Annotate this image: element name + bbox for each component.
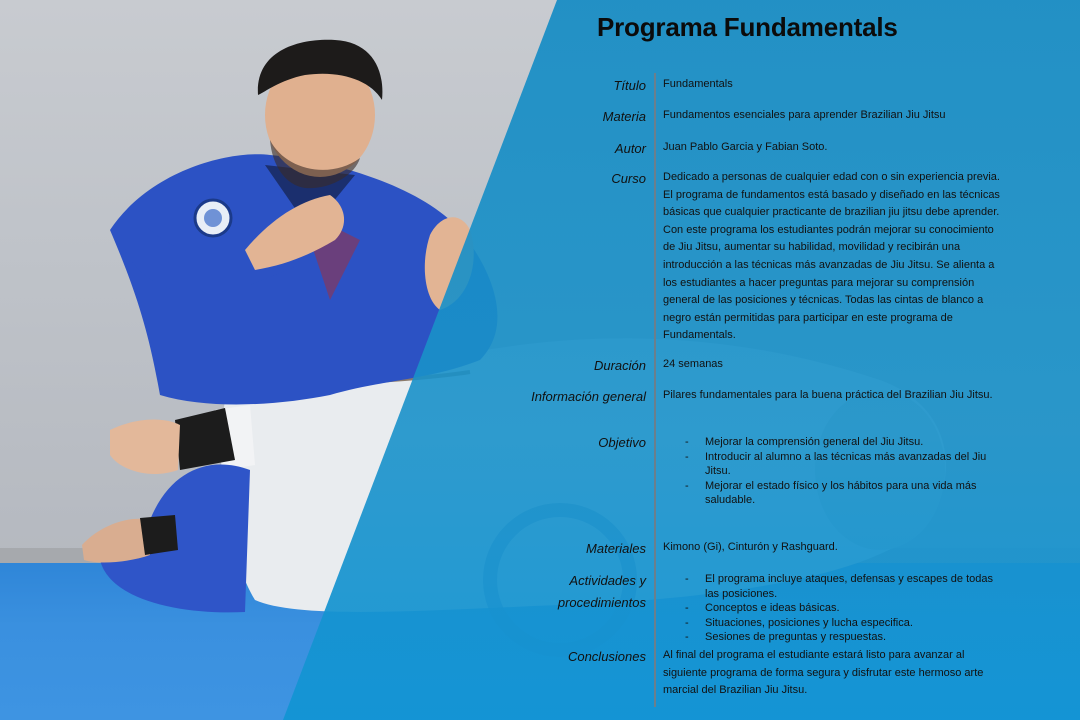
field-label: Conclusiones (567, 649, 646, 664)
list-item: - Mejorar el estado físico y los hábitos para una vida más saludable. (685, 479, 977, 506)
list-item: - Sesiones de preguntas y respuestas. (685, 631, 887, 643)
bullet-dash: - (685, 616, 689, 629)
field-label: Objetivo (598, 435, 646, 450)
field-label: Título (613, 78, 646, 93)
field-value: Fundamentos esenciales para aprender Brazilian Jiu Jitsu (663, 109, 946, 121)
field-label: Curso (611, 171, 646, 186)
list-item: - El programa incluye ataques, defensas y escapes de todas las posiciones. (685, 573, 994, 600)
field-label: Autor (614, 141, 646, 156)
list-item: - Conceptos e ideas básicas. (685, 602, 840, 614)
bullet-dash: - (685, 436, 689, 448)
field-value: Pilares fundamentales para la buena práctica del Brazilian Jiu Jitsu. (663, 389, 993, 401)
field-label: Actividades y procedimientos (557, 573, 646, 610)
bullet-dash: - (685, 573, 689, 585)
field-label: Duración (593, 358, 646, 373)
list-item: - Mejorar la comprensión general del Jiu Jitsu. (685, 436, 924, 448)
field-label: Información general (531, 389, 646, 404)
bullet-dash: - (685, 631, 689, 643)
field-value: Juan Pablo Garcia y Fabian Soto. (663, 141, 828, 153)
objetivo-list (663, 435, 993, 508)
field-value: 24 semanas (663, 358, 723, 370)
field-value: Fundamentals (663, 78, 733, 90)
bullet-dash: - (685, 479, 689, 492)
column-separator (654, 73, 656, 707)
field-label: Materia (602, 109, 646, 124)
bullet-dash: - (685, 602, 689, 614)
field-value: Kimono (Gi), Cinturón y Rashguard. (663, 541, 838, 553)
list-item: - Introducir al alumno a las técnicas más avanzadas del Jiu Jitsu. (685, 450, 987, 477)
bullet-dash: - (685, 450, 689, 463)
field-label: Materiales (586, 541, 646, 556)
page-title: Programa Fundamentals (597, 12, 898, 42)
list-item: - Situaciones, posiciones y lucha especifica. (685, 616, 913, 629)
actividades-list (663, 572, 998, 645)
field-value: Al final del programa el estudiante estará listo para avanzar al siguiente programa de forma segura y disfrutar este hermoso arte marcial del Brazilian Jiu Jitsu. (663, 649, 984, 697)
field-value: Dedicado a personas de cualquier edad con o sin experiencia previa. El programa de fundamentos está basado y diseñado en las técnicas básicas que cualquier practicante de brazilian jiu jitsu debe aprender. Con este programa los estudiantes podrán mejorar su conocimiento de Jiu Jitsu, aumentar su habilidad, movilidad y recibirán una introducción a las técnicas más avanzadas de Jiu Jitsu. Se alienta a los estudiantes a hacer preguntas para mejorar su comprensión general de las posiciones y técnicas. Todas las cintas de blanco a negro están permitidas para participar en este programa de Fundamentals. (663, 171, 1000, 342)
